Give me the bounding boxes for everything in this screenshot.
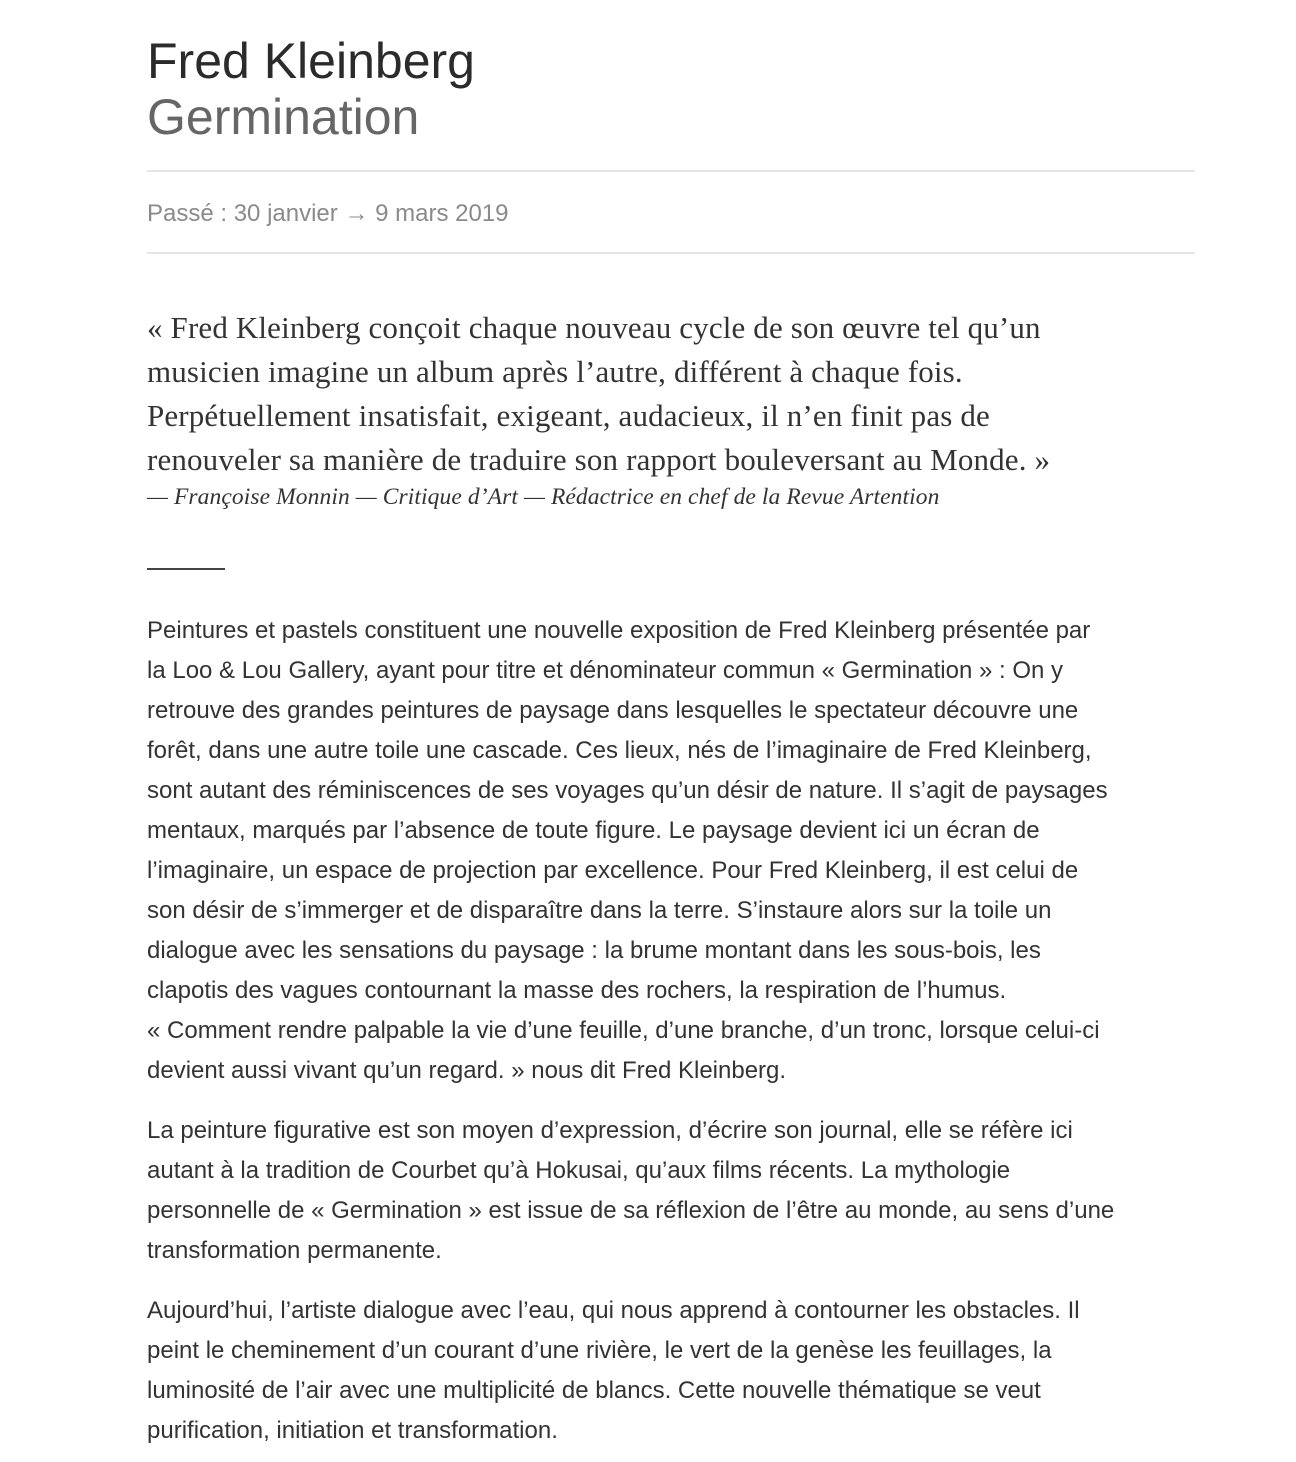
paragraph-line: devient aussi vivant qu’un regard. » nous dit Fred Kleinberg. bbox=[147, 1057, 787, 1084]
critic-quote bbox=[147, 306, 1195, 482]
quote-attribution: — Françoise Monnin — Critique d’Art — Rédactrice en chef de la Revue Artention bbox=[147, 484, 940, 510]
paragraph-line: La peinture figurative est son moyen d’expression, d’écrire son journal, elle se réfère ici bbox=[147, 1117, 1073, 1144]
exhibition-page bbox=[147, 0, 1195, 1451]
paragraph-line: mentaux, marqués par l’absence de toute figure. Le paysage devient ici un écran de bbox=[147, 817, 1040, 844]
paragraph-line: sont autant des réminiscences de ses voyages qu’un désir de nature. Il s’agit de paysages bbox=[147, 777, 1108, 804]
paragraph-line: Peintures et pastels constituent une nouvelle exposition de Fred Kleinberg présentée par bbox=[147, 617, 1091, 644]
exhibition-description bbox=[147, 611, 1197, 1451]
paragraph-line: son désir de s’immerger et de disparaître dans la terre. S’instaure alors sur la toile un bbox=[147, 897, 1052, 924]
description-paragraph bbox=[147, 1291, 1197, 1451]
paragraph-line: luminosité de l’air avec une multiplicité de blancs. Cette nouvelle thématique se veut bbox=[147, 1377, 1041, 1404]
paragraph-line: personnelle de « Germination » est issue de sa réflexion de l’être au monde, au sens d’une bbox=[147, 1197, 1115, 1224]
paragraph-line: l’imaginaire, un espace de projection par excellence. Pour Fred Kleinberg, il est celui de bbox=[147, 857, 1079, 884]
paragraph-line: transformation permanente. bbox=[147, 1237, 442, 1264]
quote-line: Perpétuellement insatisfait, exigeant, audacieux, il n’en finit pas de bbox=[147, 398, 990, 433]
description-paragraph bbox=[147, 1111, 1197, 1271]
exhibition-title: Germination bbox=[147, 89, 420, 145]
paragraph-line: Aujourd’hui, l’artiste dialogue avec l’eau, qui nous apprend à contourner les obstacles. Il bbox=[147, 1297, 1080, 1324]
quote-line: musicien imagine un album après l’autre, différent à chaque fois. bbox=[147, 354, 963, 389]
description-paragraph bbox=[147, 611, 1197, 1091]
paragraph-line: autant à la tradition de Courbet qu’à Hokusai, qu’aux films récents. La mythologie bbox=[147, 1157, 1011, 1184]
quote-line: « Fred Kleinberg conçoit chaque nouveau cycle de son œuvre tel qu’un bbox=[147, 310, 1041, 345]
artist-name: Fred Kleinberg bbox=[147, 33, 475, 89]
paragraph-line: retrouve des grandes peintures de paysage dans lesquelles le spectateur découvre une bbox=[147, 697, 1079, 724]
paragraph-line: « Comment rendre palpable la vie d’une feuille, d’une branche, d’un tronc, lorsque celui-ci bbox=[147, 1017, 1100, 1044]
paragraph-line: la Loo & Lou Gallery, ayant pour titre et dénominateur commun « Germination » : On y bbox=[147, 657, 1064, 684]
paragraph-line: clapotis des vagues contournant la masse des rochers, la respiration de l’humus. bbox=[147, 977, 1007, 1004]
paragraph-line: forêt, dans une autre toile une cascade. Ces lieux, nés de l’imaginaire de Fred Kleinberg, bbox=[147, 737, 1092, 764]
dates-divider bbox=[147, 252, 1195, 254]
paragraph-line: peint le cheminement d’un courant d’une rivière, le vert de la genèse les feuillages, la bbox=[147, 1337, 1052, 1364]
section-separator bbox=[147, 568, 225, 570]
exhibition-dates: Passé : 30 janvier → 9 mars 2019 bbox=[147, 200, 509, 227]
paragraph-line: dialogue avec les sensations du paysage : la brume montant dans les sous-bois, les bbox=[147, 937, 1041, 964]
exhibition-header bbox=[147, 0, 1195, 145]
paragraph-line: purification, initiation et transformation. bbox=[147, 1417, 558, 1444]
quote-line: renouveler sa manière de traduire son rapport bouleversant au Monde. » bbox=[147, 442, 1051, 477]
